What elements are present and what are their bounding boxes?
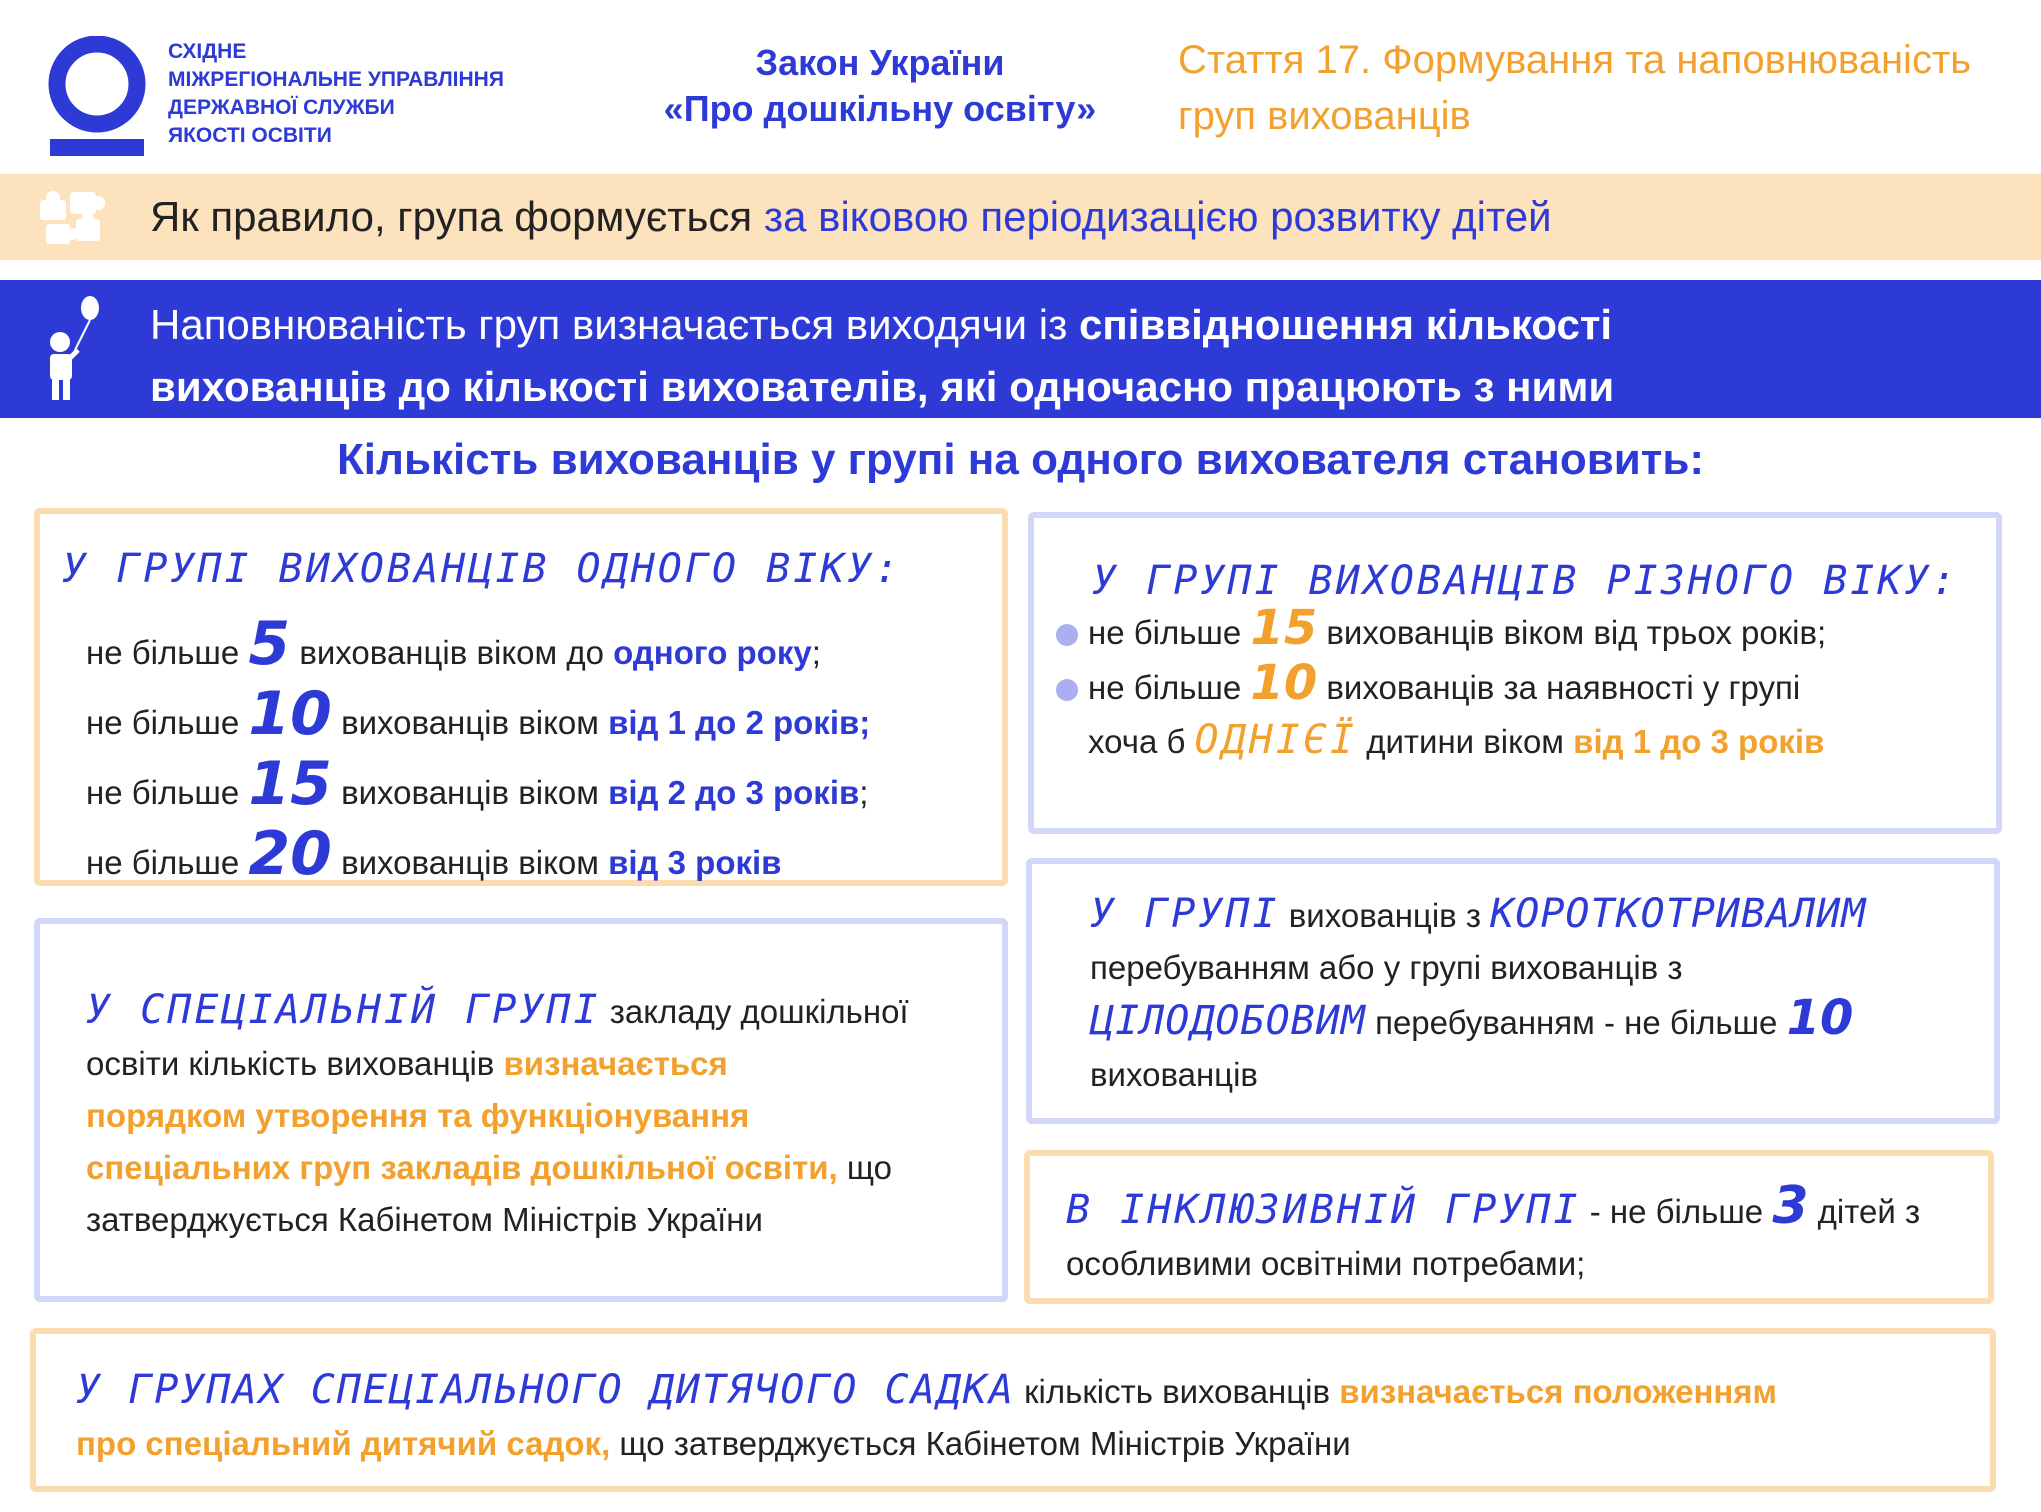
bullet-dot [1056, 624, 1078, 646]
limit-number: 5 [248, 609, 291, 679]
special-kindergarten-heading: У ГРУПАХ СПЕЦІАЛЬНОГО ДИТЯЧОГО САДКА [76, 1367, 1015, 1413]
short-term-word: КОРОТКОТРИВАЛИМ [1490, 891, 1867, 937]
age-banner-highlight: за віковою періодизацією розвитку дітей [763, 193, 1552, 240]
ratio-banner-bold-1: співвідношення кількості [1079, 301, 1613, 348]
same-age-row: не більше 15 вихованців віком від 2 до 3 років; [86, 749, 869, 819]
mixed-age-row: хоча б ОДНІЄЇ дитини віком від 1 до 3 років [1088, 717, 1825, 763]
article-title-line1: Стаття 17. Формування та наповнюваність [1178, 38, 1972, 82]
same-age-list [86, 609, 871, 894]
special-group-box [34, 918, 1008, 1302]
age-banner-plain: Як правило, група формується [150, 193, 764, 240]
special-group-orange-2: порядком утворення та функціонування [86, 1097, 750, 1134]
org-line: ДЕРЖАВНОЇ СЛУЖБИ [168, 96, 395, 119]
mixed-age-heading: У ГРУПІ ВИХОВАНЦІВ РІЗНОГО ВІКУ: [1092, 558, 1959, 604]
limit-number: 15 [248, 749, 332, 819]
organization-logo [48, 36, 146, 158]
inclusive-group-text: В ІНКЛЮЗИВНІЙ ГРУПІ - не більше 3 дітей з особливими освітніми потребами; [1066, 1180, 1920, 1290]
limit-number: 10 [248, 679, 332, 749]
limit-number: 15 [1250, 600, 1318, 656]
article-title-line2: груп вихованців [1178, 94, 1471, 138]
limit-number: 3 [1772, 1176, 1809, 1236]
article-title [1178, 32, 1971, 144]
ratio-banner-bold-2: вихованців до кількості вихователів, які одночасно працюють з ними [150, 363, 1615, 410]
special-group-line5: затверджується Кабінетом Міністрів України [86, 1201, 763, 1238]
round-the-clock-word: ЦІЛОДОБОВИМ [1090, 998, 1366, 1044]
same-age-heading: У ГРУПІ ВИХОВАНЦІВ ОДНОГО ВІКУ: [62, 546, 902, 592]
limit-number: 10 [1786, 990, 1854, 1046]
special-kindergarten-text: У ГРУПАХ СПЕЦІАЛЬНОГО ДИТЯЧОГО САДКА кількість вихованців визначається положенням про спеціальний дитячий садок, що затверджується Кабінетом Міністрів України [76, 1367, 1777, 1462]
special-kindergarten-box [30, 1328, 1996, 1492]
law-title [600, 40, 1160, 132]
inclusive-group-heading: В ІНКЛЮЗИВНІЙ ГРУПІ [1066, 1187, 1581, 1233]
organization-name [168, 38, 504, 150]
mixed-age-row: не більше 10 вихованців за наявності у групі [1056, 659, 1826, 714]
mixed-age-list [1056, 600, 1827, 768]
ratio-banner-plain: Наповнюваність груп визначається виходячи із [150, 301, 1080, 348]
age-banner-text [150, 192, 1552, 242]
short-stay-line2: перебуванням або у групі вихованців з [1090, 949, 1683, 986]
bullet-dot [1056, 679, 1078, 701]
section-subtitle: Кількість вихованців у групі на одного вихователя становить: [336, 435, 1705, 484]
puzzle-icon [36, 186, 106, 253]
age-banner [0, 174, 2041, 260]
org-line: МІЖРЕГІОНАЛЬНЕ УПРАВЛІННЯ [168, 68, 504, 91]
ratio-banner-text [150, 294, 1614, 418]
special-group-text: У СПЕЦІАЛЬНІЙ ГРУПІ закладу дошкільної освіти кількість вихованців визначається порядком утворення та функціонування спеціальних груп закладів дошкільної освіти, що затверджується Кабінетом Міністрів України [86, 984, 909, 1246]
ratio-banner [0, 280, 2041, 418]
mixed-age-box [1028, 512, 2002, 834]
inclusive-group-box [1024, 1150, 1994, 1304]
org-line: СХІДНЕ [168, 40, 247, 63]
one-child-word: ОДНІЄЇ [1194, 717, 1358, 763]
short-stay-text: У ГРУПІ вихованців з КОРОТКОТРИВАЛИМ перебуванням або у групі вихованців з ЦІЛОДОБОВИМ перебуванням - не більше 10 вихованців [1090, 888, 1866, 1101]
same-age-row: не більше 5 вихованців віком до одного року; [86, 609, 821, 679]
law-title-line1: Закон України [755, 42, 1005, 83]
inclusive-group-line2: особливими освітніми потребами; [1066, 1245, 1586, 1282]
same-age-box [34, 508, 1008, 889]
org-line: ЯКОСТІ ОСВІТИ [168, 124, 332, 147]
same-age-row: не більше 10 вихованців віком від 1 до 2 років; [86, 679, 871, 749]
short-stay-heading: У ГРУПІ [1090, 891, 1280, 937]
limit-number: 10 [1250, 655, 1318, 711]
law-title-line2: «Про дошкільну освіту» [663, 88, 1097, 129]
limit-number: 20 [248, 819, 332, 889]
short-stay-box [1026, 858, 2000, 1124]
same-age-row: не більше 20 вихованців віком від 3 років [86, 819, 782, 889]
short-stay-line4: вихованців [1090, 1056, 1258, 1093]
mixed-age-row: не більше 15 вихованців віком від трьох років; [1056, 604, 1826, 659]
special-group-heading: У СПЕЦІАЛЬНІЙ ГРУПІ [86, 987, 601, 1033]
child-with-balloon-icon [42, 294, 106, 409]
